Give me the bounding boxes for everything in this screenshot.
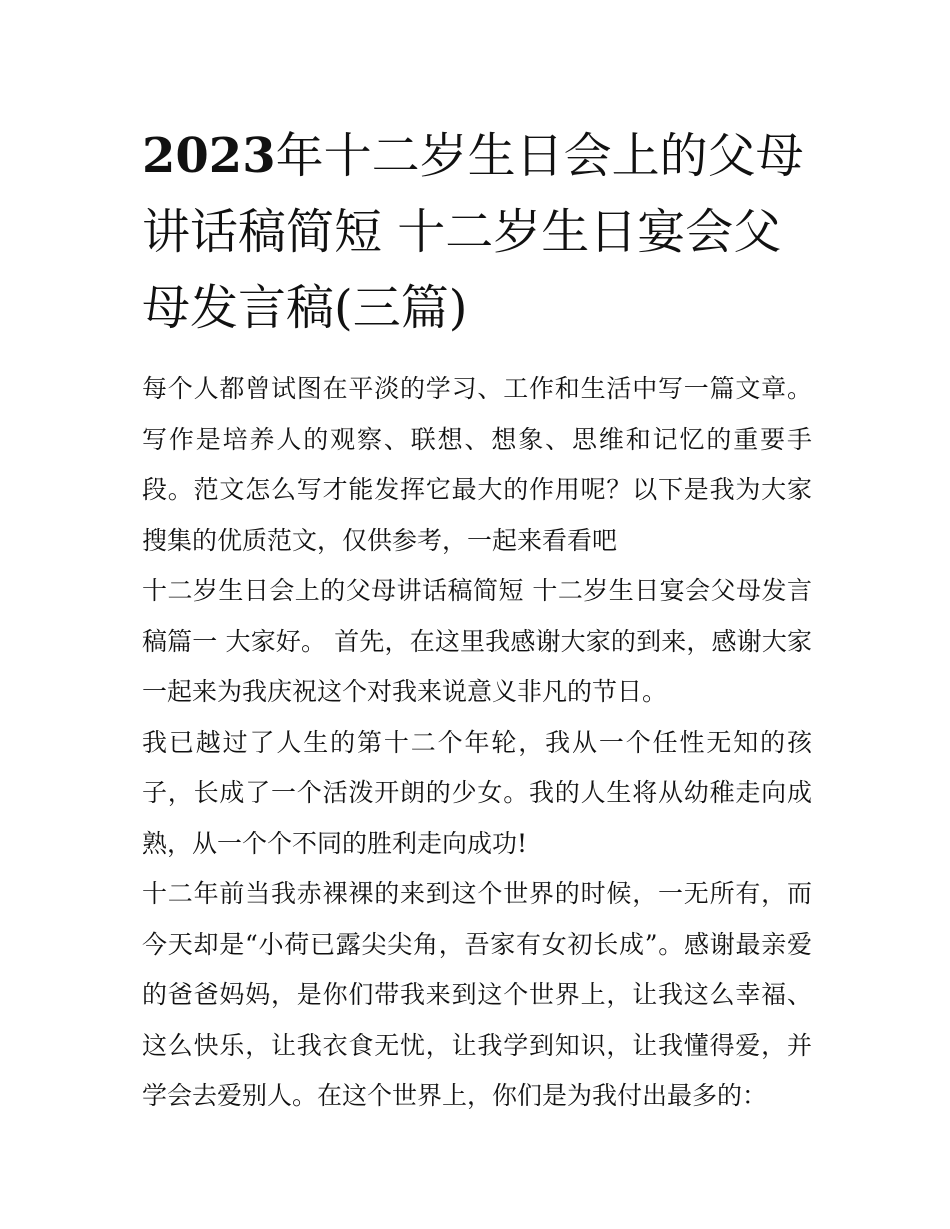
paragraph-growth: 我已越过了人生的第十二个年轮，我从一个任性无知的孩子，长成了一个活泼开朗的少女。我的人生将从幼稚走向成熟，从一个个不同的胜利走向成功! <box>142 727 812 858</box>
document-body <box>142 118 812 1122</box>
document-title <box>142 118 812 346</box>
title-text: 年十二岁生日会上的父母讲话稿简短 十二岁生日宴会父母发言稿(三篇) <box>142 128 804 336</box>
paragraph-intro: 每个人都曾试图在平淡的学习、工作和生活中写一篇文章。写作是培养人的观察、联想、想象、思维和记忆的重要手段。范文怎么写才能发挥它最大的作用呢？以下是我为大家搜集的优质范文，仅供参考，一起来看看吧 <box>142 374 812 555</box>
paragraph-thanks: 十二年前当我赤裸裸的来到这个世界的时候，一无所有，而今天却是“小荷已露尖尖角，吾家有女初长成”。感谢最亲爱的爸爸妈妈，是你们带我来到这个世界上，让我这么幸福、这么快乐，让我衣食无忧，让我学到知识，让我懂得爱，并学会去爱别人。在这个世界上，你们是为我付出最多的： <box>142 879 812 1110</box>
title-year: 2023 <box>142 128 276 184</box>
paragraph-greeting: 十二岁生日会上的父母讲话稿简短 十二岁生日宴会父母发言稿篇一 大家好。 首先，在这里我感谢大家的到来，感谢大家一起来为我庆祝这个对我来说意义非凡的节日。 <box>142 576 812 706</box>
